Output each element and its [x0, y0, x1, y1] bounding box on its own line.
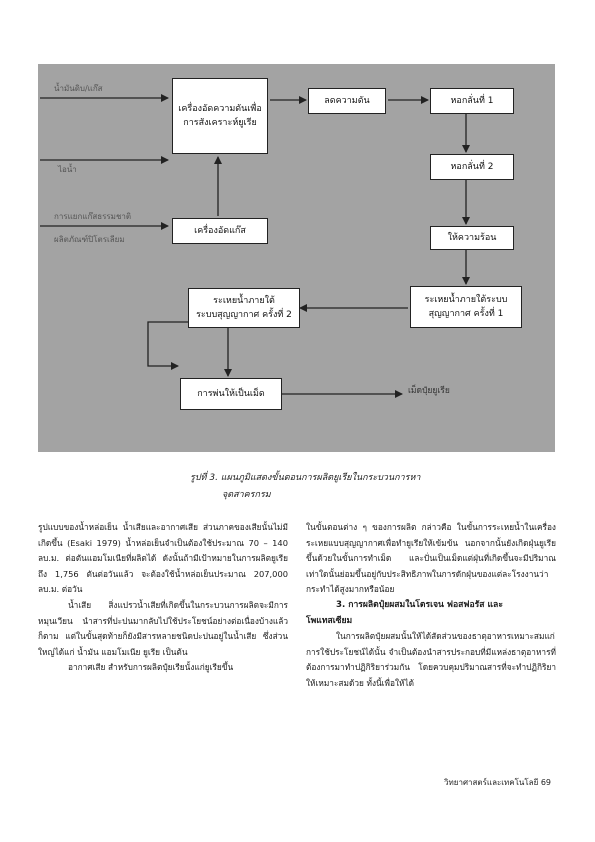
tower1-label: หอกลั่นที่ 1: [450, 96, 494, 106]
prilling-box: [180, 378, 282, 410]
compressor-label-2: การสังเคราะห์ยูเรีย: [183, 118, 257, 128]
page-footer: วิทยาศาสตร์และเทคโนโลยี 69: [444, 778, 551, 787]
section-heading-line-2: โพแทสเซียม: [306, 615, 353, 626]
gas-compressor-label: เครื่องอัดแก๊ส: [194, 226, 246, 236]
left-column: [38, 520, 288, 676]
prilling-label: การพ่นให้เป็นเม็ด: [197, 389, 265, 399]
process-flow-diagram: [38, 64, 555, 452]
right-column: [306, 520, 556, 692]
compressor-label-1: เครื่องอัดความดันเพื่อ: [178, 104, 262, 114]
input-label-3: การแยกแก๊สธรรมชาติ: [54, 212, 132, 221]
distillation-tower-1-box: [430, 88, 514, 114]
caption-line-1: รูปที่ 3. แผนภูมิแสดงขั้นตอนการผลิตยูเรียในกระบวนการหา: [190, 473, 421, 483]
input-label-1: น้ำมันดิบ/แก๊ส: [54, 84, 103, 93]
urea-granule-output-label: เม็ดปุ๋ยยูเรีย: [408, 386, 450, 396]
left-paragraph-1: รูปแบบของน้ำหล่อเย็น น้ำเสียและอากาศเสีย ส่วนภาคของเสียนั้นไม่มีเกิดขึ้น (Esaki 1979) น้ำหล่อเย็นจำเป็นต้องใช้ประมาณ 70 – 140 ลบ.ม. ต่อตันแอมโมเนียที่ผลิตได้ ดังนั้นถ้ามีเป้าหมายในการผลิตยูเรียถึง 1,756 ตันต่อวันแล้ว จะต้องใช้น้ำหล่อเย็นประมาณ 207,000 ลบ.ม. ต่อวัน: [38, 522, 288, 595]
section-heading: [306, 598, 556, 629]
reduce-pressure-label: ลดความดัน: [324, 96, 370, 106]
evap1-label-2: สุญญากาศ ครั้งที่ 1: [428, 309, 504, 319]
heating-box: [430, 226, 514, 250]
tower2-label: หอกลั่นที่ 2: [450, 162, 494, 172]
vacuum-evaporation-1-box: [410, 286, 522, 328]
caption-line-2: จุดสาครกรม: [222, 490, 271, 500]
vacuum-evaporation-2-box: [188, 288, 300, 328]
arrow-to-prilling-a: [148, 322, 188, 366]
evap2-label-2: ระบบสุญญากาศ ครั้งที่ 2: [196, 310, 292, 320]
evap1-label-1: ระเหยน้ำภายใต้ระบบ: [424, 295, 508, 305]
left-paragraph-2: น้ำเสีย สิ่งแปรวน้ำเสียที่เกิดขึ้นในกระบวนการผลิตจะมีการหมุนเวียน นำสารที่ปะปนมากลับไปใช้ประโยชน์อย่างต่อเนื่องบ้างแล้วก็ตาม แต่ในขั้นสุดท้ายก็ยังมีสารหลายชนิดปะปนอยู่ในน้ำเสีย ซึ่งส่วนใหญ่ได้แก่ น้ำมัน แอมโมเนีย ยูเรีย เป็นต้น: [38, 599, 288, 657]
flow-arrows: [38, 64, 555, 452]
input-label-3b: ผลิตภัณฑ์ปิโตรเลียม: [54, 235, 125, 244]
figure-caption: [190, 470, 450, 504]
reduce-pressure-box: [308, 88, 386, 114]
gas-compressor-box: [172, 218, 268, 244]
urea-synthesis-compressor-box: [172, 78, 268, 154]
left-paragraph-3: อากาศเสีย สำหรับการผลิตปุ๋ยเรียนั้งแก่ยูเรียขึ้น: [68, 662, 234, 673]
section-heading-line-1: 3. การผลิตปุ๋ยผสมในโตรเจน ฟอสฟอรัส และ: [336, 599, 503, 610]
right-paragraph-1: ในขั้นตอนต่าง ๆ ของการผลิต กล่าวคือ ในขั้นการระเหยน้ำในเครื่องระเหยแบบสุญญากาศเพื่อทำยูเรียให้เข้มข้น นอกจากนั้นยังเกิดฝุ่นยูเรียขึ้นด้วยในขั้นการทำเม็ด และปั่นเป็นเม็ดแต่ฝุ่นที่เกิดขึ้นจะมีปริมาณเท่าใดนั้นย่อมขึ้นอยู่กับประสิทธิภาพในการดักฝุ่นของแต่ละโรงงานว่ากระทำได้สูงมากหรือน้อย: [306, 522, 556, 595]
right-paragraph-2: ในการผลิตปุ๋ยผสมนั้นให้ได้สัดส่วนของธาตุอาหารเหมาะสมแก่การใช้ประโยชน์ได้นั้น จำเป็นต้องนำสารประกอบที่มีแหล่งธาตุอาหารที่ต้องการมาทำปฏิกิริยาร่วมกัน โดยควบคุมปริมาณสารที่จะทำปฏิกิริยาให้เหมาะสมด้วย ทั้งนี้เพื่อให้ได้: [306, 631, 556, 688]
heating-label: ให้ความร้อน: [447, 233, 497, 243]
evap2-label-1: ระเหยน้ำภายใต้: [213, 296, 275, 306]
distillation-tower-2-box: [430, 154, 514, 180]
input-label-2: ไอน้ำ: [58, 165, 77, 174]
